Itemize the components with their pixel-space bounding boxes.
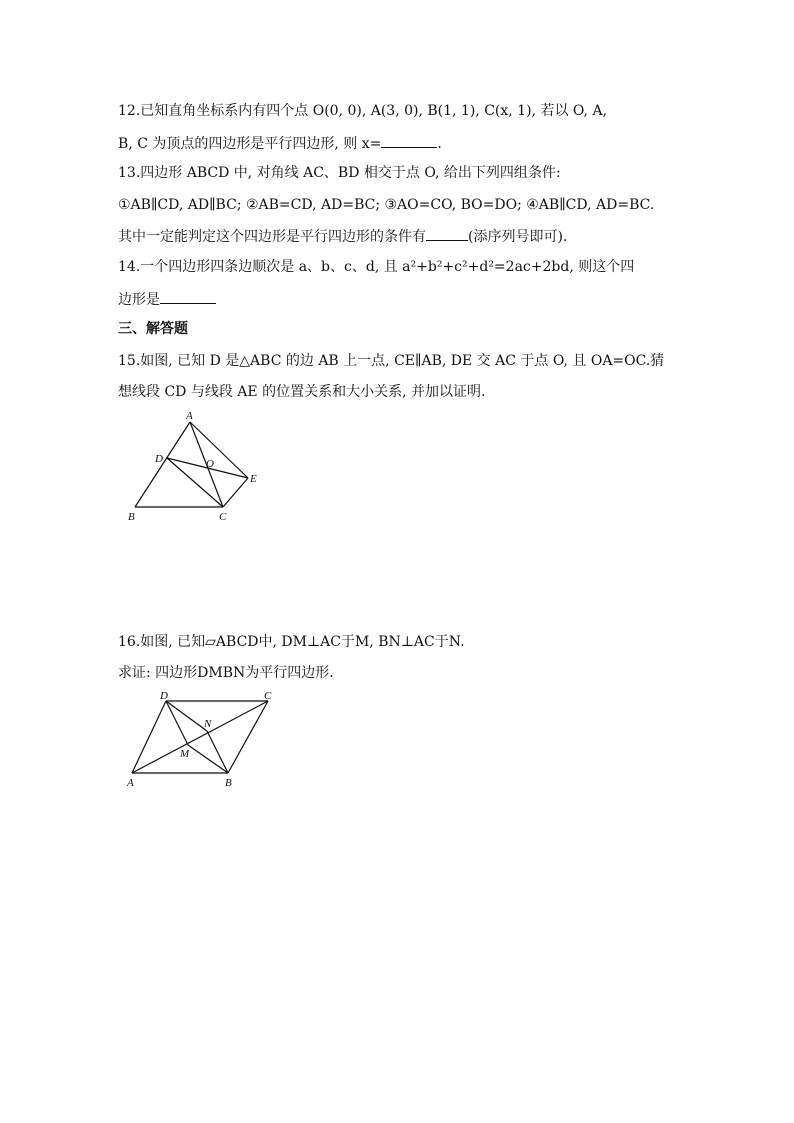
q13-line-3 xyxy=(118,226,567,247)
q15-figure xyxy=(120,410,270,525)
q15-label-c: C xyxy=(219,511,227,523)
q16-segment-nb xyxy=(207,731,228,773)
q12-line-1: 12.已知直角坐标系内有四个点 O(0, 0), A(3, 0), B(1, 1), C(x, 1), 若以 O, A, xyxy=(118,103,608,119)
q14-line-2-text: 边形是 xyxy=(118,292,160,308)
q16-label-c: C xyxy=(264,690,272,702)
q15-label-a: A xyxy=(186,410,193,422)
q16-label-m: M xyxy=(180,748,190,760)
q15-line-1: 15.如图, 已知 D 是△ABC 的边 AB 上一点, CE∥AB, DE 交 AC 于点 O, 且 OA=OC.猜 xyxy=(118,353,665,369)
q16-label-b: B xyxy=(225,777,232,789)
q13-line-3-end: (添序列号即可). xyxy=(468,229,568,245)
q15-line-2: 想线段 CD 与线段 AE 的位置关系和大小关系, 并加以证明. xyxy=(118,384,486,400)
q15-label-e: E xyxy=(250,473,257,485)
q16-figure xyxy=(122,690,282,790)
q15-label-o: O xyxy=(206,458,214,470)
q15-label-b: B xyxy=(128,511,135,523)
q12-line-2 xyxy=(118,133,442,154)
q16-segment-mb xyxy=(188,745,228,773)
q15-label-d: D xyxy=(155,453,163,465)
q16-line-2: 求证: 四边形DMBN为平行四边形. xyxy=(118,665,334,681)
q16-label-d: D xyxy=(160,690,168,702)
q12-line-2-text: B, C 为顶点的四边形是平行四边形, 则 x= xyxy=(118,136,382,152)
q13-answer-blank[interactable] xyxy=(426,226,468,241)
q15-segment-ce xyxy=(223,478,248,507)
q16-label-n: N xyxy=(204,718,212,730)
q16-segment-dm xyxy=(166,701,188,745)
q12-line-2-end: . xyxy=(437,136,442,152)
q14-answer-blank[interactable] xyxy=(160,289,216,304)
q13-line-2: ①AB∥CD, AD∥BC; ②AB=CD, AD=BC; ③AO=CO, BO=DO; ④AB∥CD, AD=BC. xyxy=(118,197,655,213)
q14-line-1: 14.一个四边形四条边顺次是 a、b、c、d, 且 a²+b²+c²+d²=2ac+2bd, 则这个四 xyxy=(118,259,635,275)
q14-line-2 xyxy=(118,289,216,310)
q13-line-3-text: 其中一定能判定这个四边形是平行四边形的条件有 xyxy=(118,229,426,245)
q16-segment-ad xyxy=(132,701,166,773)
q13-line-1: 13.四边形 ABCD 中, 对角线 AC、BD 相交于点 O, 给出下列四组条件: xyxy=(118,165,561,181)
section-heading: 三、解答题 xyxy=(118,321,188,337)
q12-answer-blank[interactable] xyxy=(381,133,437,148)
q16-line-1: 16.如图, 已知▱ABCD中, DM⊥AC于M, BN⊥AC于N. xyxy=(118,634,465,650)
q16-segment-dn xyxy=(166,701,207,731)
q16-label-a: A xyxy=(127,777,134,789)
q15-segment-ae xyxy=(190,422,248,478)
